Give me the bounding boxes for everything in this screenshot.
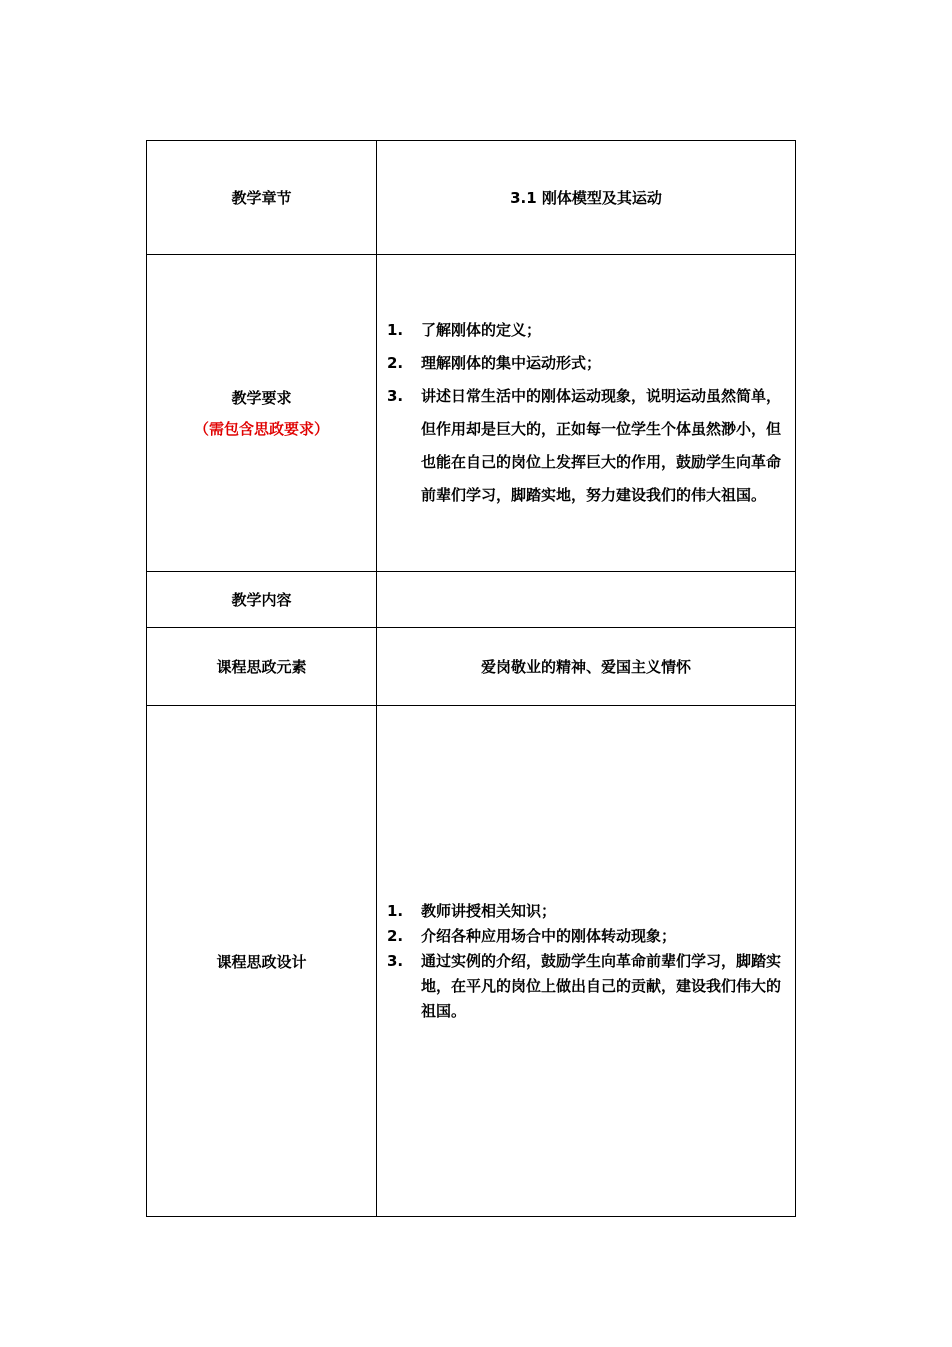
list-text: 通过实例的介绍，鼓励学生向革命前辈们学习，脚踏实地，在平凡的岗位上做出自己的贡献，建设我们伟大的祖国。 <box>421 951 782 1020</box>
elements-label: 课程思政元素 <box>147 628 377 706</box>
design-label: 课程思政设计 <box>147 706 377 1217</box>
content-label: 教学内容 <box>147 572 377 628</box>
requirements-cell <box>377 255 796 572</box>
list-item <box>377 314 795 347</box>
course-design-table <box>146 140 796 1217</box>
list-number: 3. <box>387 387 404 405</box>
requirements-label-cell <box>147 255 377 572</box>
list-number: 1. <box>387 901 404 920</box>
list-number: 2. <box>387 354 404 372</box>
list-number: 3. <box>387 951 404 970</box>
list-text: 讲述日常生活中的刚体运动现象，说明运动虽然简单，但作用却是巨大的，正如每一位学生个体虽然渺小，但也能在自己的岗位上发挥巨大的作用，鼓励学生向革命前辈们学习，脚踏实地，努力建设我们的伟大祖国。 <box>421 387 782 504</box>
list-item <box>377 924 795 949</box>
row-design <box>147 706 796 1217</box>
list-text: 理解刚体的集中运动形式； <box>421 354 602 372</box>
row-requirements <box>147 255 796 572</box>
list-item <box>377 347 795 380</box>
chapter-value: 3.1 刚体模型及其运动 <box>377 141 796 255</box>
list-text: 教师讲授相关知识； <box>421 901 557 920</box>
row-content <box>147 572 796 628</box>
list-number: 1. <box>387 321 404 339</box>
list-number: 2. <box>387 926 404 945</box>
row-elements <box>147 628 796 706</box>
chapter-label: 教学章节 <box>147 141 377 255</box>
list-text: 介绍各种应用场合中的刚体转动现象； <box>421 926 677 945</box>
elements-value: 爱岗敬业的精神、爱国主义情怀 <box>377 628 796 706</box>
design-cell <box>377 706 796 1217</box>
requirements-label: 教学要求 <box>231 389 292 407</box>
content-value <box>377 572 796 628</box>
requirements-list <box>377 314 795 512</box>
list-item <box>377 899 795 924</box>
list-text: 了解刚体的定义； <box>421 321 542 339</box>
design-list <box>377 899 795 1024</box>
requirements-note: （需包含思政要求） <box>193 420 329 438</box>
list-item <box>377 380 795 512</box>
row-chapter <box>147 141 796 255</box>
list-item <box>377 949 795 1024</box>
